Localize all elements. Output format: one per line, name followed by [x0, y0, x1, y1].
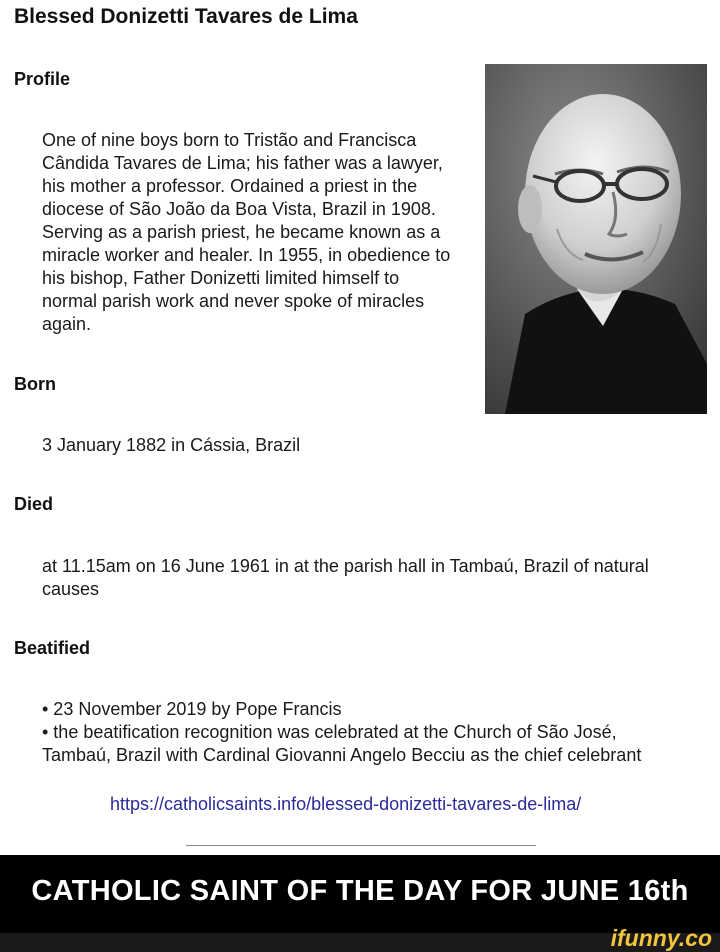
born-text: 3 January 1882 in Cássia, Brazil [42, 435, 301, 455]
died-line: causes [42, 579, 100, 599]
profile-line: again. [42, 314, 92, 334]
watermark-bar [0, 925, 720, 952]
beatified-line: Tambaú, Brazil with Cardinal Giovanni Angelo Becciu as the chief celebrant [42, 745, 642, 765]
died-text [42, 555, 649, 601]
page-title: Blessed Donizetti Tavares de Lima [14, 5, 358, 28]
profile-line: One of nine boys born to Tristão and Francisca [42, 130, 417, 150]
profile-text [42, 129, 450, 336]
beatified-line: • 23 November 2019 by Pope Francis [42, 699, 342, 719]
born-heading: Born [14, 374, 56, 394]
profile-line: his bishop, Father Donizetti limited himself to [42, 268, 400, 288]
died-line: at 11.15am on 16 June 1961 in at the parish hall in Tambaú, Brazil of natural [42, 556, 649, 576]
beatified-heading: Beatified [14, 638, 91, 658]
profile-line: Serving as a parish priest, he became known as a [42, 222, 441, 242]
profile-line: diocese of São João da Boa Vista, Brazil in 1908. [42, 199, 436, 219]
beatified-line: • the beatification recognition was celebrated at the Church of São José, [42, 722, 617, 742]
divider [186, 845, 536, 846]
died-heading: Died [14, 494, 54, 514]
beatified-list [42, 698, 641, 767]
profile-line: Cândida Tavares de Lima; his father was a lawyer, [42, 153, 443, 173]
profile-line: normal parish work and never spoke of miracles [42, 291, 425, 311]
portrait-illustration [485, 64, 707, 414]
source-link[interactable]: https://catholicsaints.info/blessed-donizetti-tavares-de-lima/ [110, 794, 582, 814]
ifunny-watermark: ifunny.co [610, 925, 712, 951]
profile-line: miracle worker and healer. In 1955, in obedience to [42, 245, 451, 265]
profile-heading: Profile [14, 69, 71, 89]
banner-text: CATHOLIC SAINT OF THE DAY FOR JUNE 16th [31, 875, 689, 907]
caption-banner [0, 855, 720, 933]
portrait-photo [485, 64, 707, 414]
profile-line: his mother a professor. Ordained a priest in the [42, 176, 418, 196]
